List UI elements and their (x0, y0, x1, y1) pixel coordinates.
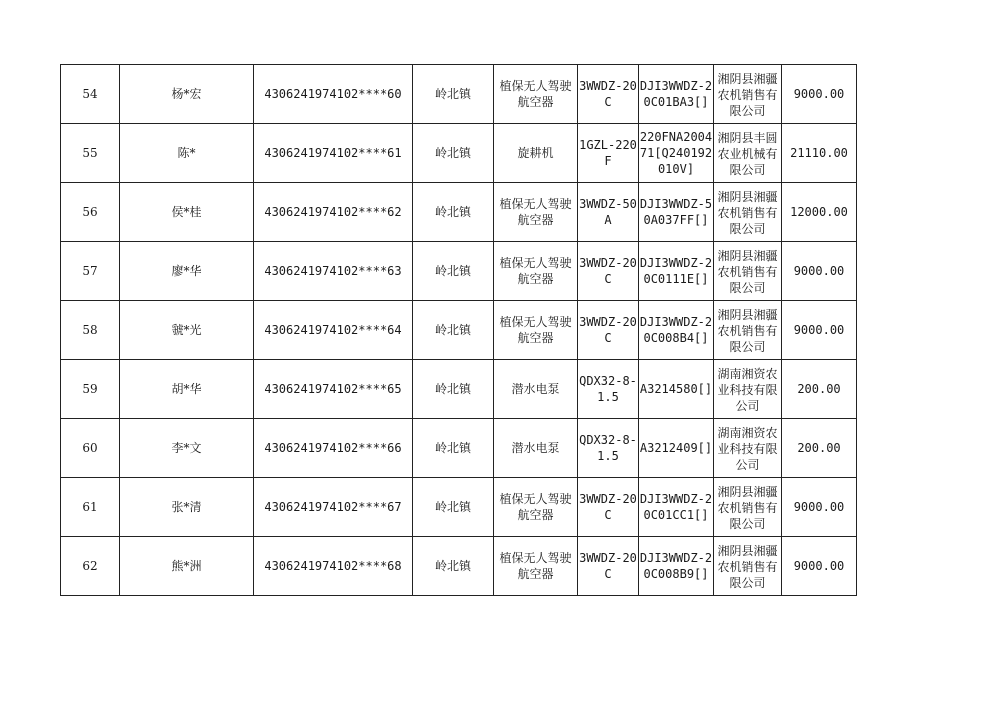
machine-type-cell: 潜水电泵 (494, 419, 578, 478)
model-cell: 3WWDZ-20C (578, 65, 639, 124)
seller-cell (714, 65, 782, 124)
model-cell: 3WWDZ-20C (578, 301, 639, 360)
machine-type-cell: 旋耕机 (494, 124, 578, 183)
table-row (61, 537, 857, 596)
seller-cell (714, 419, 782, 478)
row-number-cell: 58 (61, 301, 120, 360)
row-number-cell: 59 (61, 360, 120, 419)
id-number-cell: 4306241974102****67 (254, 478, 413, 537)
town-cell: 岭北镇 (413, 537, 494, 596)
town-cell: 岭北镇 (413, 301, 494, 360)
model-cell: 3WWDZ-20C (578, 478, 639, 537)
serial-number-cell: A3214580[] (639, 360, 714, 419)
model-cell: 3WWDZ-20C (578, 537, 639, 596)
name-cell: 熊*洲 (120, 537, 254, 596)
row-number-cell: 55 (61, 124, 120, 183)
machine-type-cell: 植保无人驾驶航空器 (494, 65, 578, 124)
seller-cell-text: 湘阴县丰圆农业机械有限公司 (717, 131, 778, 177)
seller-cell-text: 湘阴县湘疆农机销售有限公司 (717, 544, 778, 590)
id-number-cell: 4306241974102****64 (254, 301, 413, 360)
name-cell: 胡*华 (120, 360, 254, 419)
serial-number-cell: DJI3WWDZ-20C008B4[] (639, 301, 714, 360)
seller-cell-text: 湘阴县湘疆农机销售有限公司 (717, 249, 778, 295)
subsidy-table (60, 64, 857, 596)
model-cell: 3WWDZ-50A (578, 183, 639, 242)
amount-cell: 200.00 (782, 360, 857, 419)
model-cell: QDX32-8-1.5 (578, 360, 639, 419)
model-cell: 1GZL-220F (578, 124, 639, 183)
amount-cell: 9000.00 (782, 242, 857, 301)
id-number-cell: 4306241974102****66 (254, 419, 413, 478)
row-number-cell: 54 (61, 65, 120, 124)
machine-type-cell: 植保无人驾驶航空器 (494, 183, 578, 242)
id-number-cell: 4306241974102****60 (254, 65, 413, 124)
serial-number-cell: DJI3WWDZ-20C01BA3[] (639, 65, 714, 124)
table-row (61, 301, 857, 360)
amount-cell: 9000.00 (782, 301, 857, 360)
seller-cell-text: 湘阴县湘疆农机销售有限公司 (717, 308, 778, 354)
table-row (61, 419, 857, 478)
seller-cell-text: 湘阴县湘疆农机销售有限公司 (717, 72, 778, 118)
town-cell: 岭北镇 (413, 360, 494, 419)
table-body (61, 65, 857, 596)
model-cell: 3WWDZ-20C (578, 242, 639, 301)
machine-type-cell: 植保无人驾驶航空器 (494, 301, 578, 360)
seller-cell-text: 湘阴县湘疆农机销售有限公司 (717, 190, 778, 236)
town-cell: 岭北镇 (413, 419, 494, 478)
name-cell: 杨*宏 (120, 65, 254, 124)
town-cell: 岭北镇 (413, 124, 494, 183)
amount-cell: 200.00 (782, 419, 857, 478)
seller-cell-text: 湘阴县湘疆农机销售有限公司 (717, 485, 778, 531)
town-cell: 岭北镇 (413, 242, 494, 301)
serial-number-cell: A3212409[] (639, 419, 714, 478)
seller-cell (714, 242, 782, 301)
name-cell: 虢*光 (120, 301, 254, 360)
amount-cell: 12000.00 (782, 183, 857, 242)
amount-cell: 9000.00 (782, 478, 857, 537)
serial-number-cell: DJI3WWDZ-50A037FF[] (639, 183, 714, 242)
table-row (61, 65, 857, 124)
table-row (61, 242, 857, 301)
seller-cell (714, 183, 782, 242)
town-cell: 岭北镇 (413, 65, 494, 124)
id-number-cell: 4306241974102****68 (254, 537, 413, 596)
id-number-cell: 4306241974102****65 (254, 360, 413, 419)
row-number-cell: 62 (61, 537, 120, 596)
name-cell: 张*清 (120, 478, 254, 537)
seller-cell-text: 湖南湘资农业科技有限公司 (717, 367, 778, 413)
serial-number-cell: DJI3WWDZ-20C008B9[] (639, 537, 714, 596)
town-cell: 岭北镇 (413, 183, 494, 242)
town-cell: 岭北镇 (413, 478, 494, 537)
id-number-cell: 4306241974102****62 (254, 183, 413, 242)
table-row (61, 478, 857, 537)
row-number-cell: 56 (61, 183, 120, 242)
seller-cell (714, 301, 782, 360)
table-row (61, 124, 857, 183)
amount-cell: 21110.00 (782, 124, 857, 183)
id-number-cell: 4306241974102****61 (254, 124, 413, 183)
machine-type-cell: 植保无人驾驶航空器 (494, 242, 578, 301)
seller-cell (714, 124, 782, 183)
row-number-cell: 61 (61, 478, 120, 537)
amount-cell: 9000.00 (782, 537, 857, 596)
serial-number-cell: DJI3WWDZ-20C01CC1[] (639, 478, 714, 537)
machine-type-cell: 潜水电泵 (494, 360, 578, 419)
name-cell: 廖*华 (120, 242, 254, 301)
row-number-cell: 57 (61, 242, 120, 301)
name-cell: 陈* (120, 124, 254, 183)
table-row (61, 360, 857, 419)
table-row (61, 183, 857, 242)
serial-number-cell: 220FNA200471[Q240192010V] (639, 124, 714, 183)
name-cell: 李*文 (120, 419, 254, 478)
amount-cell: 9000.00 (782, 65, 857, 124)
id-number-cell: 4306241974102****63 (254, 242, 413, 301)
name-cell: 侯*桂 (120, 183, 254, 242)
seller-cell (714, 360, 782, 419)
machine-type-cell: 植保无人驾驶航空器 (494, 478, 578, 537)
row-number-cell: 60 (61, 419, 120, 478)
machine-type-cell: 植保无人驾驶航空器 (494, 537, 578, 596)
seller-cell (714, 478, 782, 537)
seller-cell-text: 湖南湘资农业科技有限公司 (717, 426, 778, 472)
model-cell: QDX32-8-1.5 (578, 419, 639, 478)
seller-cell (714, 537, 782, 596)
serial-number-cell: DJI3WWDZ-20C0111E[] (639, 242, 714, 301)
